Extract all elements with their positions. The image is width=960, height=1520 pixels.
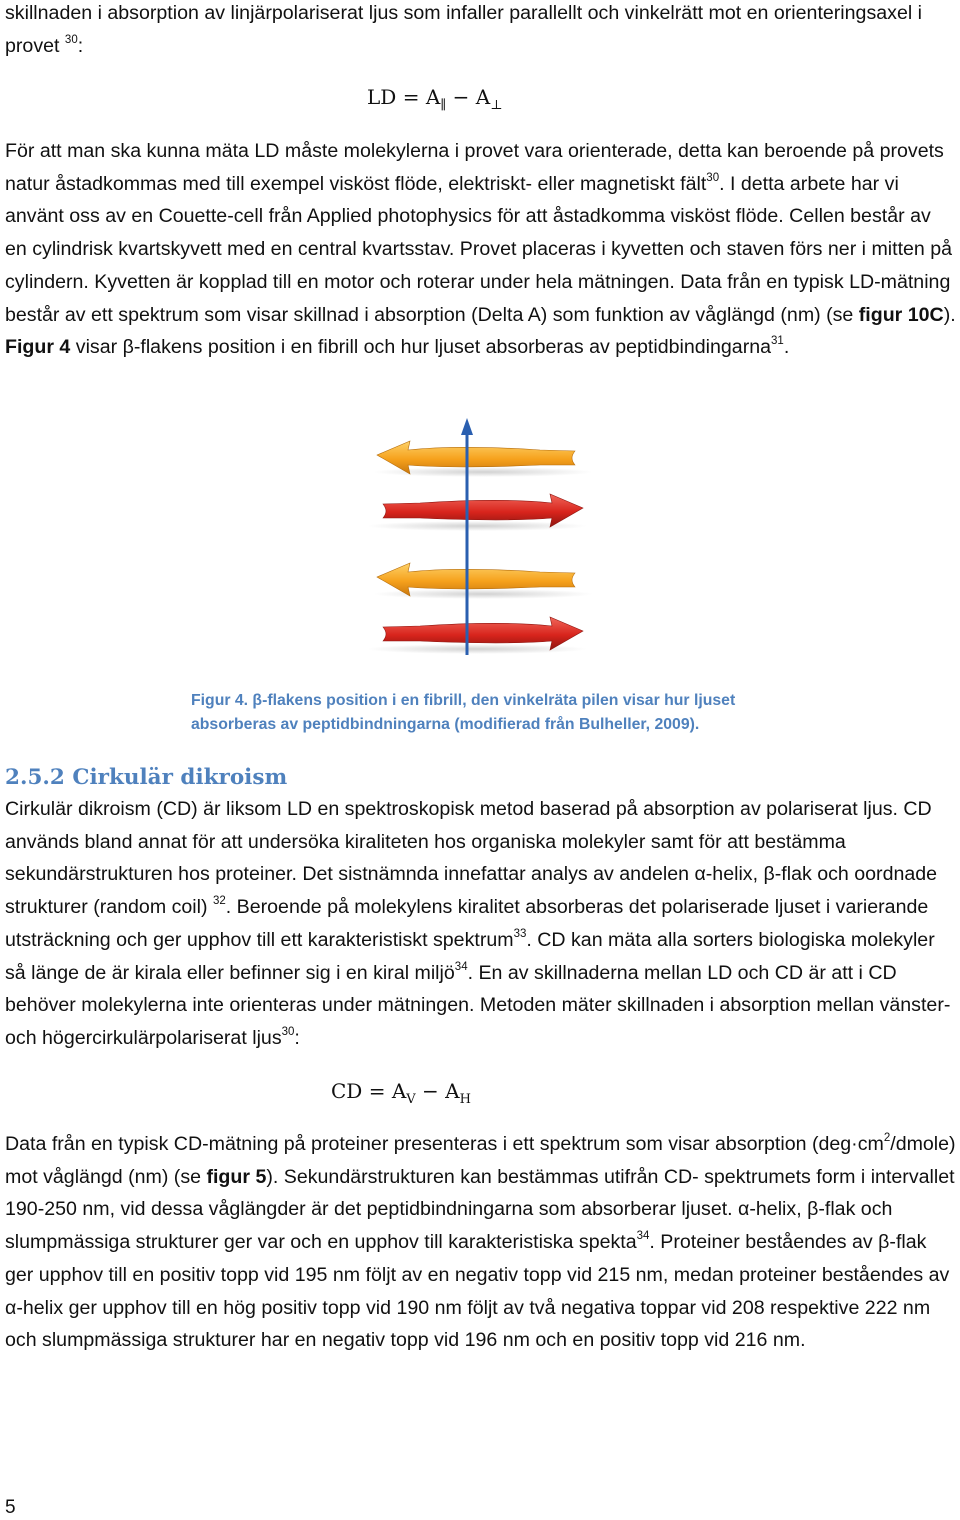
- reference-superscript: 33: [513, 927, 527, 940]
- reference-superscript: 30: [64, 33, 78, 46]
- figure-reference: figur 10C: [858, 303, 944, 326]
- equation-term: A: [391, 1079, 407, 1103]
- equation-subscript: V: [406, 1092, 416, 1107]
- beta-sheet-figure: [365, 415, 595, 660]
- section-title: Cirkulär dikroism: [72, 765, 288, 790]
- figure-caption: Figur 4. β-flakens position i en fibrill, den vinkelräta pilen visar hur ljuset absorberas av peptidbindningarna (modifierad från Bulheller, 2009).: [191, 692, 736, 733]
- reference-superscript: 34: [454, 960, 468, 973]
- equation-lhs: CD: [331, 1079, 363, 1103]
- paragraph-text: :: [77, 34, 84, 57]
- paragraph-text: Data från en typisk CD-mätning på proteiner presenteras i ett spektrum som visar absorption (deg·cm: [5, 1133, 884, 1155]
- equation-operator: =: [402, 85, 420, 109]
- figure-reference: figur 5: [206, 1165, 267, 1188]
- reference-superscript: 32: [212, 895, 226, 908]
- section-heading: [5, 764, 287, 792]
- equation-ld: [367, 85, 503, 113]
- equation-lhs: LD: [367, 85, 397, 109]
- page-number: 5: [5, 1497, 16, 1518]
- paragraph-ld-definition: [5, 0, 957, 62]
- figure-reference: Figur 4: [5, 336, 71, 359]
- reference-superscript: 30: [281, 1025, 295, 1038]
- paragraph-ld-measurement: [5, 135, 957, 364]
- paragraph-text: :: [294, 1026, 300, 1049]
- paragraph-text: . CD kan mäta alla sorters biologiska molekyler så länge de är kirala eller befinner sig i en kiral miljö: [5, 928, 935, 984]
- paragraph-cd-measurement: [5, 1128, 957, 1357]
- paragraph-text: . I detta arbete har vi använt oss av en Couette-cell från Applied photophysics för att åstadkomma visköst flöde. Cellen består av en cylindrisk kvartskyvett med en central kvartsstav. Provet placeras i kyvetten och staven förs ner i mitten på cylindern. Kyvetten är kopplad till en motor och roterar under hela mätningen. Data från en typisk LD-mätning består av ett spektrum som visar skillnad i absorption (Delta A) som funktion av våglängd (nm) (se: [5, 172, 953, 326]
- equation-subscript: H: [459, 1092, 471, 1107]
- paragraph-cd-intro: [5, 793, 957, 1055]
- paragraph-text: . Proteiner beståendes av β-flak ger upphov till en positiv topp vid 195 nm följt av en negativ topp vid 215 nm, medan proteiner beståendes av α-helix ger upphov till en hög positiv topp vid 190 nm följt av två negativa toppar vid 208 respektive 222 nm och slumpmässiga strukturer har en negativ topp vid 196 nm och en positiv topp vid 216 nm.: [5, 1231, 950, 1352]
- paragraph-text: .: [783, 336, 790, 359]
- equation-term: A: [445, 1079, 460, 1103]
- equation-subscript: ⊥: [490, 98, 503, 113]
- equation-subscript: ∥: [440, 98, 447, 113]
- equation-cd: [331, 1079, 471, 1107]
- paragraph-text: /dmole) mot våglängd (nm) (se: [5, 1133, 956, 1188]
- section-number: 2.5.2: [5, 765, 65, 790]
- equation-operator: −: [422, 1079, 439, 1103]
- equation-operator: =: [368, 1079, 386, 1103]
- reference-superscript: 34: [636, 1230, 650, 1243]
- paragraph-text: För att man ska kunna mäta LD måste molekylerna i provet vara orienterade, detta kan beroende på provets natur åstadkommas med till exempel visköst flöde, elektriskt- eller magnetiskt fält: [5, 140, 944, 195]
- paragraph-text: Cirkulär dikroism (CD) är liksom LD en spektroskopisk metod baserad på absorption av polariserat ljus. CD används bland annat för att undersöka kiraliteten hos organiska molekyler samt för att bestämma sekundärstrukturen hos proteiner. Det sistnämnda innefattar analys av andelen α-helix, β-flak och oordnade strukturer (random coil): [5, 798, 938, 919]
- paragraph-text: ).: [943, 303, 956, 326]
- paragraph-text: . En av skillnaderna mellan LD och CD är att i CD behöver molekylerna inte orienteras under mätningen. Metoden mäter skillnaden i absorption mellan vänster- och högercirkulärpolariserat ljus: [5, 961, 951, 1049]
- paragraph-text: skillnaden i absorption av linjärpolariserat ljus som infaller parallellt och vinkelrätt mot en orienteringsaxel i provet: [5, 2, 922, 57]
- equation-term: A: [475, 85, 491, 109]
- equation-operator: −: [452, 85, 470, 109]
- paragraph-text: ). Sekundärstrukturen kan bestämmas utifrån CD- spektrumets form i intervallet 190-250 nm, vid dessa våglängder är det peptidbindningarna som absorberar ljuset. α-helix, β-flak och slumpmässiga strukturer ger var och en upphov till karakteristiska spekta: [5, 1165, 955, 1254]
- fibril-axis-arrowhead: [461, 418, 473, 435]
- paragraph-text: visar β-flakens position i en fibrill och hur ljuset absorberas av peptidbindingarna: [70, 336, 772, 359]
- paragraph-text: . Beroende på molekylens kiralitet absorberas det polariserade ljuset i varierande utsträckning och ger upphov till ett karakteristiskt spektrum: [5, 896, 929, 951]
- reference-superscript: 30: [706, 171, 720, 184]
- equation-term: A: [425, 85, 441, 109]
- reference-superscript: 31: [771, 335, 784, 348]
- unit-superscript: 2: [883, 1132, 891, 1144]
